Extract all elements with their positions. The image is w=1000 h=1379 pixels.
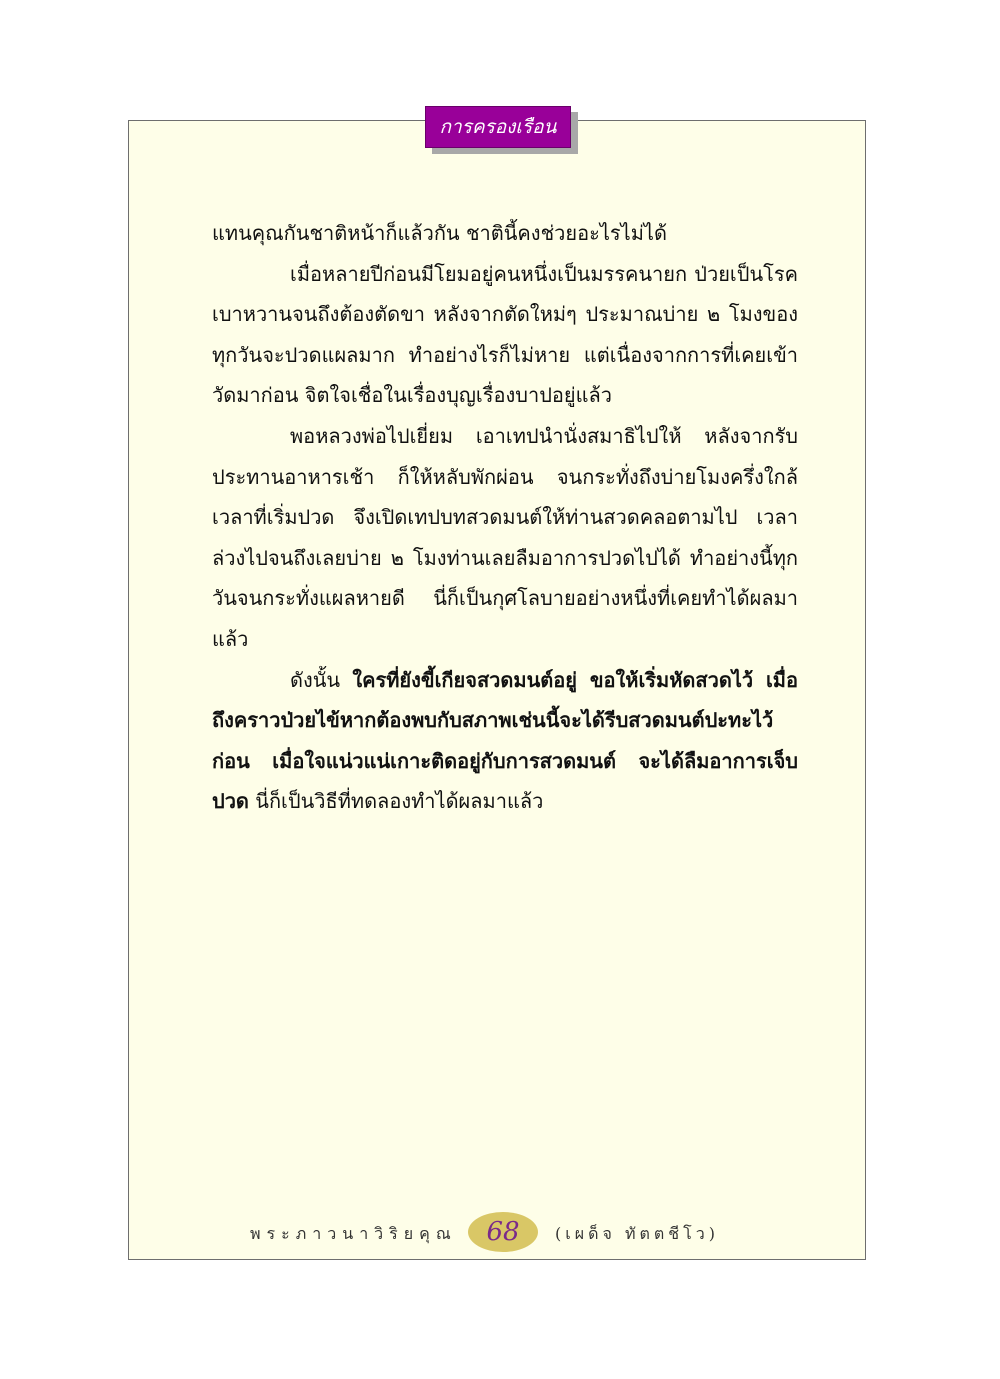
page-footer — [250, 1212, 750, 1252]
paragraph-4 — [212, 660, 798, 822]
author-name: (เผด็จ ทัตตชีโว) — [555, 1224, 719, 1243]
book-title: พระภาวนาวิริยคุณ — [250, 1224, 457, 1243]
paragraph-3: พอหลวงพ่อไปเยี่ยม เอาเทปนำนั่งสมาธิไปให้ หลังจากรับประทานอาหารเช้า ก็ให้หลับพักผ่อน จนกระทั่งถึงบ่ายโมงครึ่งใกล้เวลาที่เริ่มปวด จึงเปิดเทปบทสวดมนต์ให้ท่านสวดคลอตามไป เวลาล่วงไปจนถึงเลยบ่าย ๒ โมงท่านเลยลืมอาการปวดไปได้ ทำอย่างนี้ทุกวันจนกระทั่งแผลหายดี นี่ก็เป็นกุศโลบายอย่างหนึ่งที่เคยทำได้ผลมาแล้ว — [212, 423, 798, 651]
paragraph-4-start: ดังนั้น — [290, 667, 353, 692]
section-title-tab — [425, 106, 571, 148]
paragraph-4-end: นี่ก็เป็นวิธีที่ทดลองทำได้ผลมาแล้ว — [248, 789, 544, 814]
paragraph-4-emphasis: ใครที่ยังขี้เกียจสวดมนต์อยู่ ขอให้เริ่มหัดสวดไว้ เมื่อถึงคราวป่วยไข้หากต้องพบกับสภาพเช่นนี้จะได้รีบสวดมนต์ปะทะไว้ก่อน เมื่อใจแน่วแน่เกาะติดอยู่กับการสวดมนต์ จะได้ลืมอาการเจ็บปวด — [212, 667, 798, 814]
page-number: 68 — [486, 1217, 520, 1247]
page-number-badge — [468, 1212, 538, 1252]
section-title: การครองเรือน — [439, 116, 557, 138]
body-text — [212, 213, 798, 822]
paragraph-1: แทนคุณกันชาติหน้าก็แล้วกัน ชาตินี้คงช่วยอะไรไม่ได้ — [212, 221, 667, 245]
paragraph-2: เมื่อหลายปีก่อนมีโยมอยู่คนหนึ่งเป็นมรรคนายก ป่วยเป็นโรคเบาหวานจนถึงต้องตัดขา หลังจากตัดใหม่ๆ ประมาณบ่าย ๒ โมงของทุกวันจะปวดแผลมาก ทำอย่างไรก็ไม่หาย แต่เนื่องจากการที่เคยเข้าวัดมาก่อน จิตใจเชื่อในเรื่องบุญเรื่องบาปอยู่แล้ว — [212, 261, 798, 408]
